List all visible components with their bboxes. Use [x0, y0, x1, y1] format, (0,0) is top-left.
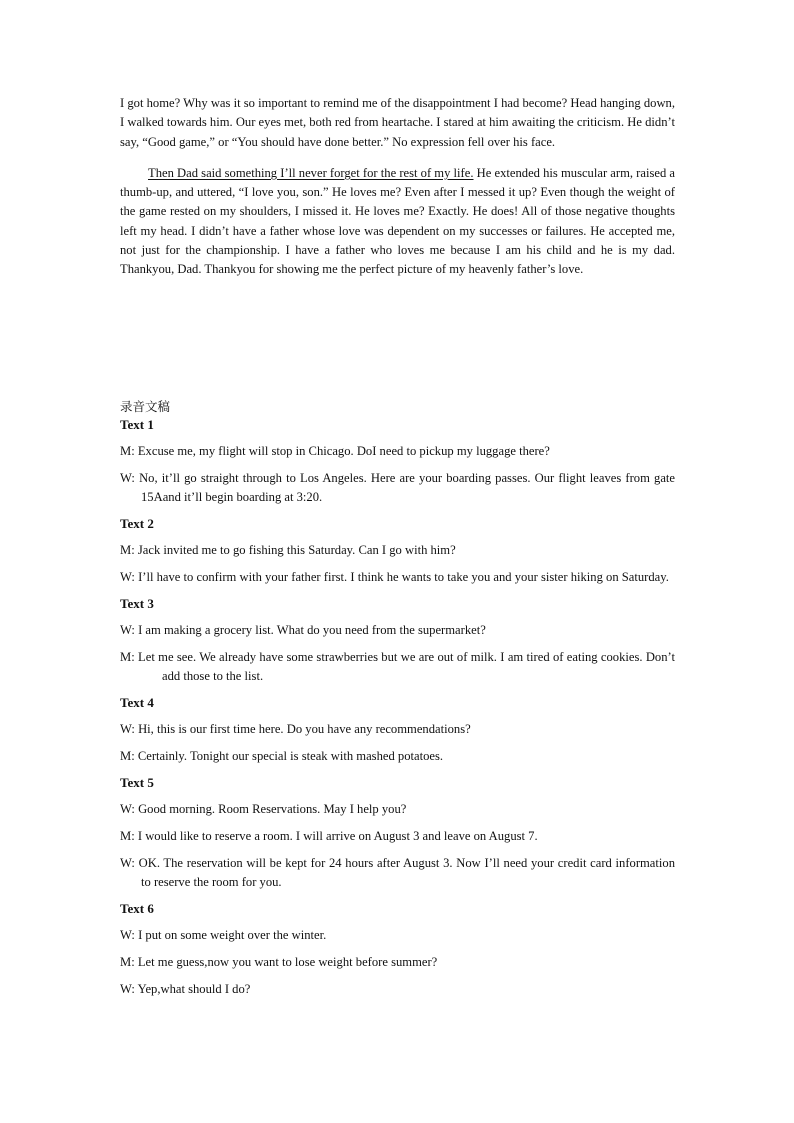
speaker-label: W: [120, 623, 135, 637]
text-heading: Text 3 [120, 596, 154, 611]
dialogue-text: Excuse me, my flight will stop in Chicago. DoI need to pickup my luggage there? [137, 444, 550, 458]
dialogue-line [120, 953, 675, 972]
speaker-label: W: [120, 722, 135, 736]
text-heading: Text 4 [120, 695, 154, 710]
speaker-label: M: [120, 749, 135, 763]
speaker-label: W: [120, 802, 135, 816]
transcript-title: 录音文稿 [120, 399, 171, 414]
speaker-label: W: [120, 928, 135, 942]
story-paragraph-2 [120, 164, 675, 280]
dialogue-line [120, 621, 675, 640]
speaker-label: M: [120, 543, 135, 557]
dialogue-line [120, 854, 675, 892]
dialogue-line [120, 648, 675, 686]
dialogue-line [120, 980, 675, 999]
dialogue-text: Jack invited me to go fishing this Saturday. Can I go with him? [137, 543, 456, 557]
story-paragraph-2-rest: He extended his muscular arm, raised a thumb-up, and uttered, “I love you, son.” He loves me? Even after I messed it up? Even though the weight of the game rested on my shoulders, I missed it. He loves me? Exactly. He does! All of those negative thoughts left my head. I didn’t have a father whose love was dependent on my successes or failures. He accepted me, not just for the championship. I have a father who loves me because I am his child and he is my dad. Thankyou, Dad. Thankyou for showing me the perfect picture of my heavenly father’s love. [120, 165, 676, 277]
story-paragraph-1: I got home? Why was it so important to remind me of the disappointment I had become? Head hanging down, I walked towards him. Our eyes met, both red from heartache. I stared at him awaiting the criticism. He didn’t say, “Good game,” or “You should have done better.” No expression fell over his face. [120, 96, 675, 149]
dialogue-line [120, 800, 675, 819]
dialogue-text: I’ll have to confirm with your father first. I think he wants to take you and your sister hiking on Saturday. [138, 570, 669, 584]
speaker-label: W: [120, 471, 135, 485]
speaker-label: M: [120, 829, 135, 843]
dialogue-line [120, 568, 675, 587]
dialogue-line [120, 442, 675, 461]
speaker-label: W: [120, 982, 135, 996]
dialogue-text: Let me guess,now you want to lose weight before summer? [137, 955, 438, 969]
speaker-label: M: [120, 444, 135, 458]
dialogue-text: Yep,what should I do? [137, 982, 251, 996]
speaker-label: W: [120, 570, 135, 584]
dialogue-text: I am making a grocery list. What do you need from the supermarket? [138, 623, 486, 637]
dialogue-text: OK. The reservation will be kept for 24 hours after August 3. Now I’ll need your credit card information to reserve the room for you. [138, 856, 675, 889]
dialogue-line [120, 541, 675, 560]
underlined-sentence: Then Dad said something I’ll never forget for the rest of my life. [148, 165, 474, 180]
dialogue-text: I put on some weight over the winter. [138, 928, 327, 942]
transcript-section [120, 398, 675, 1007]
dialogue-line [120, 720, 675, 739]
dialogue-line [120, 827, 675, 846]
text-heading: Text 2 [120, 516, 154, 531]
text-heading: Text 6 [120, 901, 154, 916]
dialogue-text: Certainly. Tonight our special is steak with mashed potatoes. [137, 749, 444, 763]
dialogue-text: I would like to reserve a room. I will arrive on August 3 and leave on August 7. [137, 829, 538, 843]
dialogue-text: No, it’ll go straight through to Los Angeles. Here are your boarding passes. Our flight leaves from gate 15Aand it’ll begin boarding at 3:20. [139, 471, 675, 504]
speaker-label: M: [120, 955, 135, 969]
speaker-label: M: [120, 650, 135, 664]
dialogue-line [120, 469, 675, 507]
dialogue-text: Hi, this is our first time here. Do you have any recommendations? [138, 722, 471, 736]
story-section [120, 94, 675, 280]
dialogue-line [120, 926, 675, 945]
text-heading: Text 5 [120, 775, 154, 790]
speaker-label: W: [120, 856, 135, 870]
dialogue-text: Let me see. We already have some strawberries but we are out of milk. I am tired of eating cookies. Don’t add those to the list. [138, 650, 675, 683]
text-heading: Text 1 [120, 417, 154, 432]
dialogue-line [120, 747, 675, 766]
dialogue-text: Good morning. Room Reservations. May I help you? [138, 802, 407, 816]
